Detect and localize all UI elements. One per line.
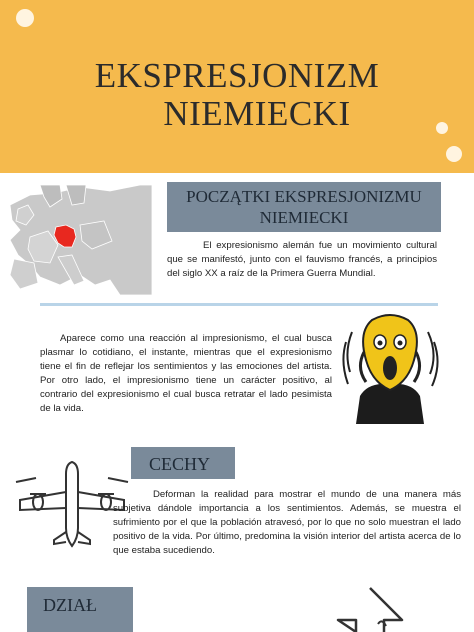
decor-dot [436,122,448,134]
divider [40,303,438,306]
section-heading-division: DZIAŁ [27,587,133,632]
header-banner [0,0,474,173]
features-paragraph: Deforman la realidad para mostrar el mundo de una manera más subjetiva dándole importancia a los sentimientos. Además, se muestra el sufrimiento por el que la población atravesó, por lo que no solo muestran el lado positivo de la vida. Por último, predomina la visión interior del artista acerca de lo que estaba sucediendo. [113,489,461,556]
decor-dot [16,9,34,27]
europe-map-icon [0,185,152,295]
origins-paragraph: El expresionismo alemán fue un movimiento cultural que se manifestó, junto con el fauvismo francés, a principios del siglo XX a raíz de la Primera Guerra Mundial. [167,240,437,279]
page-title-line2: NIEMIECKI [163,94,351,133]
decor-dot [446,146,462,162]
arrow-up-icon [330,584,410,632]
section-heading-features: CECHY [131,447,235,479]
page-title-line1: EKSPRESJONIZM [94,56,380,95]
section-heading-origins: POCZĄTKI EKSPRESJONIZMU NIEMIECKI [167,182,441,232]
the-scream-icon [338,312,442,424]
reaction-paragraph: Aparece como una reacción al impresionismo, el cual busca plasmar lo cotidiano, el instante, mientras que el expresionismo tiene el fin de reflejar los sentimientos y las emociones del artista. Por otro lado, el impresionismo tiene un carácter positivo, al contrario del expresionismo el cual busca retratar el lado pesimista de la vida. [40,333,332,414]
